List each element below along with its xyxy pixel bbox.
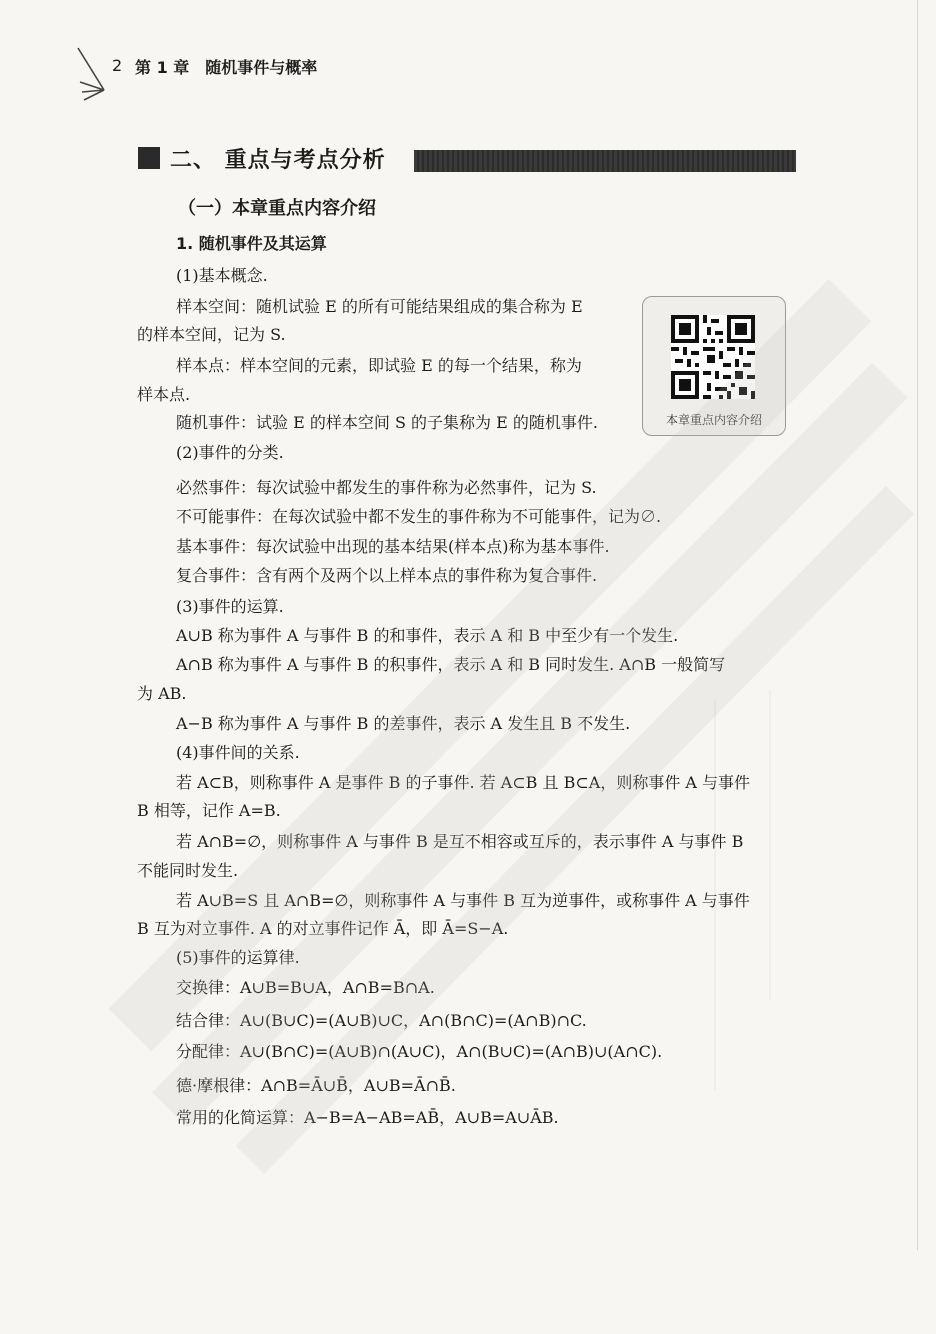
text-line: B 相等，记作 A=B.: [137, 801, 281, 820]
text-line: 复合事件：含有两个及两个以上样本点的事件称为复合事件.: [176, 566, 598, 585]
text-line: A−B 称为事件 A 与事件 B 的差事件，表示 A 发生且 B 不发生.: [176, 714, 631, 733]
section-bullet: [138, 147, 160, 169]
qr-code-card[interactable]: [642, 296, 786, 436]
text-line: 德·摩根律：A∩B=Ā∪B̄，A∪B=Ā∩B̄.: [176, 1076, 456, 1095]
text-line: A∪B 称为事件 A 与事件 B 的和事件，表示 A 和 B 中至少有一个发生.: [176, 626, 679, 645]
scan-edge: [917, 0, 918, 1250]
text-line: A∩B 称为事件 A 与事件 B 的积事件，表示 A 和 B 同时发生. A∩B 一般简写: [176, 655, 726, 674]
text-line: 不能同时发生.: [137, 861, 239, 880]
corner-arrow-icon: [74, 44, 108, 104]
text-line: 交换律：A∪B=B∪A，A∩B=B∩A.: [176, 978, 435, 997]
chapter-title: 第 1 章 随机事件与概率: [135, 58, 318, 77]
page-number: 2: [112, 56, 123, 75]
text-line: 分配律：A∪(B∩C)=(A∪B)∩(A∪C)，A∩(B∪C)=(A∩B)∪(A∩C).: [176, 1042, 663, 1061]
text-line: 的样本空间，记为 S.: [137, 325, 286, 344]
text-line: B 互为对立事件. A 的对立事件记作 Ā，即 Ā=S−A.: [137, 919, 509, 938]
text-line: 为 AB.: [137, 684, 187, 703]
text-line: 结合律：A∪(B∪C)=(A∪B)∪C，A∩(B∩C)=(A∩B)∩C.: [176, 1011, 587, 1030]
text-line: 样本点.: [137, 385, 191, 404]
section-bar: [414, 150, 796, 172]
text-line: 若 A∩B=∅，则称事件 A 与事件 B 是互不相容或互斥的，表示事件 A 与事件 B: [176, 832, 744, 851]
qr-code-icon: [671, 315, 755, 399]
text-line: (4)事件间的关系.: [176, 743, 300, 762]
text-line: 若 A∪B=S 且 A∩B=∅，则称事件 A 与事件 B 互为逆事件，或称事件 A 与事件: [176, 891, 750, 910]
text-line: 样本点：样本空间的元素，即试验 E 的每一个结果，称为: [176, 356, 582, 375]
text-line: 基本事件：每次试验中出现的基本结果(样本点)称为基本事件.: [176, 537, 610, 556]
qr-caption: 本章重点内容介绍: [665, 413, 762, 427]
text-line: 样本空间：随机试验 E 的所有可能结果组成的集合称为 E: [176, 297, 583, 316]
text-line: 随机事件：试验 E 的样本空间 S 的子集称为 E 的随机事件.: [176, 413, 598, 432]
text-line: (3)事件的运算.: [176, 597, 284, 616]
text-line: 必然事件：每次试验中都发生的事件称为必然事件，记为 S.: [176, 478, 597, 497]
text-line: 不可能事件：在每次试验中都不发生的事件称为不可能事件，记为∅.: [176, 507, 662, 526]
subsection-title: （一）本章重点内容介绍: [178, 198, 376, 219]
text-line: 常用的化简运算：A−B=A−AB=AB̄，A∪B=A∪ĀB.: [176, 1108, 559, 1127]
text-line: (5)事件的运算律.: [176, 948, 300, 967]
text-line: 若 A⊂B，则称事件 A 是事件 B 的子事件. 若 A⊂B 且 B⊂A，则称事件 A 与事件: [176, 773, 751, 792]
text-line: (2)事件的分类.: [176, 443, 284, 462]
heading-random-events: 1. 随机事件及其运算: [176, 234, 327, 253]
text-line: (1)基本概念.: [176, 266, 268, 285]
section-title: 二、 重点与考点分析: [170, 148, 386, 173]
